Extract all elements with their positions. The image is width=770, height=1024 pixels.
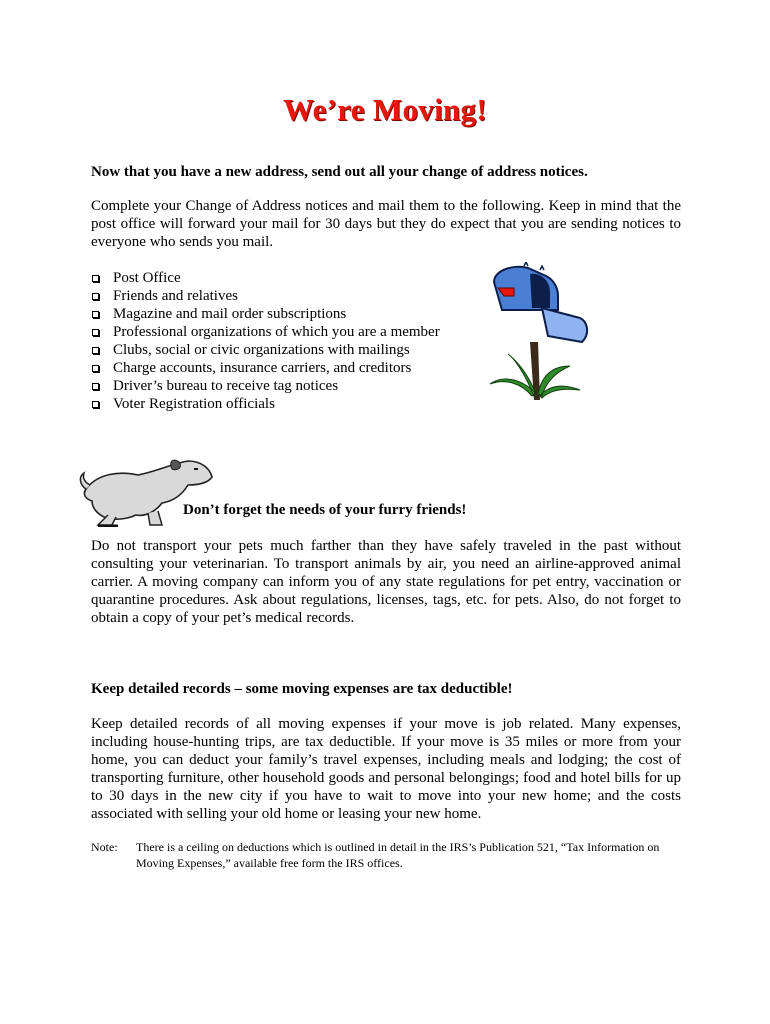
dog-ear: [171, 460, 181, 470]
checklist-item-label: Professional organizations of which you are a member: [113, 324, 440, 340]
intro-paragraph: Complete your Change of Address notices and mail them to the following. Keep in mind that the post office will forward your mail for 30 days but they do expect that you are sending notices to everyone who sends you mail.: [91, 198, 681, 250]
notice-checklist: [91, 269, 440, 413]
checklist-item-label: Voter Registration officials: [113, 396, 275, 412]
checklist-item-label: Magazine and mail order subscriptions: [113, 306, 347, 322]
checkbox-bullet-icon: [92, 311, 99, 318]
mailbox-icon: [484, 262, 594, 402]
pets-paragraph: Do not transport your pets much farther than they have safely traveled in the past without consulting your veterinarian. To transport animals by air, you need an airline-approved animal carrier. A moving company can inform you of any state regulations for pet entry, vaccination or quarantine procedures. Ask about regulations, licenses, tags, etc. for pets. Also, do not forget to obtain a copy of your pet’s medical records.: [91, 538, 681, 626]
checklist-item: [91, 323, 440, 341]
checklist-item: [91, 341, 440, 359]
checklist-item-label: Driver’s bureau to receive tag notices: [113, 378, 339, 394]
note-text: There is a ceiling on deductions which is outlined in detail in the IRS’s Publication 521, “Tax Information on Moving Expenses,” available free form the IRS offices.: [136, 840, 660, 870]
checkbox-bullet-icon: [92, 383, 99, 390]
mailbox-door: [542, 308, 587, 342]
section-heading-records: Keep detailed records – some moving expenses are tax deductible!: [91, 681, 513, 697]
checkbox-bullet-icon: [92, 329, 99, 336]
checklist-item-label: Post Office: [113, 270, 181, 286]
checklist-item: [91, 395, 440, 413]
checklist-item: [91, 287, 440, 305]
note-label: Note:: [91, 840, 118, 854]
checklist-item-label: Friends and relatives: [113, 288, 238, 304]
page-title: We’re Moving!: [283, 92, 487, 127]
section-heading-pets: Don’t forget the needs of your furry friends!: [183, 502, 467, 518]
checklist-item: [91, 359, 440, 377]
records-paragraph: Keep detailed records of all moving expenses if your move is job related. Many expenses, including house-hunting trips, are tax deductible. If your move is 35 miles or more from your home, you can deduct your family’s travel expenses, including meals and lodging; the cost of transporting furniture, other household goods and personal belongings; food and hotel bills for up to 30 days in the new city if you have to wait to move into your new home; and the costs associated with selling your old home or leasing your new home.: [91, 716, 681, 822]
checklist-item: [91, 377, 440, 395]
section-heading-address: Now that you have a new address, send out all your change of address notices.: [91, 164, 588, 180]
checkbox-bullet-icon: [92, 365, 99, 372]
checkbox-bullet-icon: [92, 401, 99, 408]
checklist-item: [91, 305, 440, 323]
checklist-item-label: Charge accounts, insurance carriers, and creditors: [113, 360, 412, 376]
checklist-item-label: Clubs, social or civic organizations with mailings: [113, 342, 410, 358]
checkbox-bullet-icon: [92, 293, 99, 300]
checkbox-bullet-icon: [92, 275, 99, 282]
checkbox-bullet-icon: [92, 347, 99, 354]
checklist-item: [91, 269, 440, 287]
